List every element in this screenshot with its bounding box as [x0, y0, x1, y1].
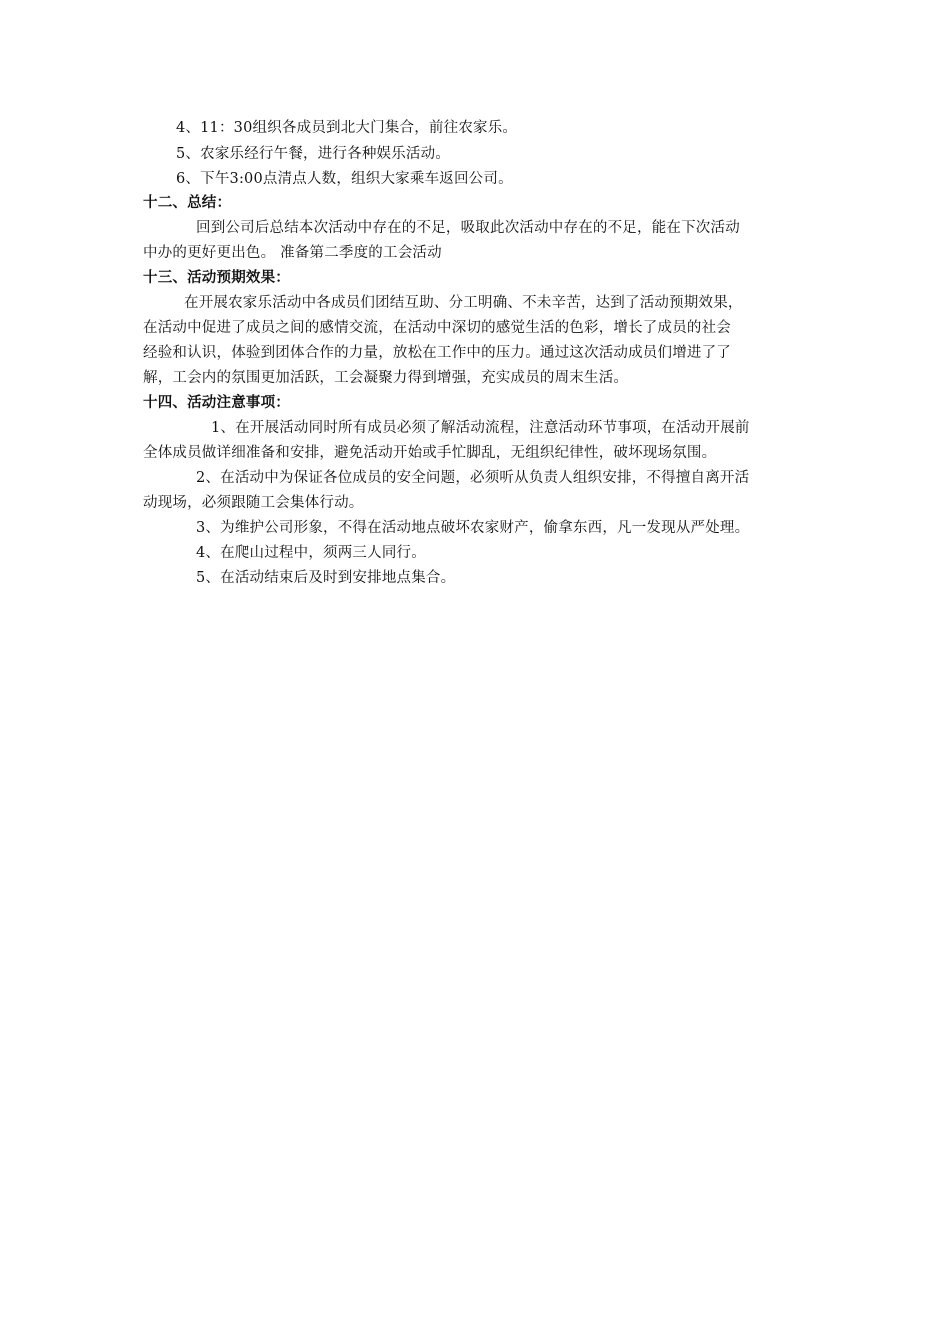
note-5: 5、在活动结束后及时到安排地点集合。 — [196, 570, 456, 586]
schedule-item-6: 6、下午3:00点清点人数，组织大家乘车返回公司。 — [176, 171, 513, 187]
effects-line-1: 在开展农家乐活动中各成员们团结互助、分工明确、不未辛苦，达到了活动预期效果， — [184, 295, 743, 311]
effects-line-3: 经验和认识，体验到团体合作的力量，放松在工作中的压力。通过这次活动成员们增进了了 — [143, 345, 731, 361]
summary-line-2: 中办的更好更出色。 准备第二季度的工会活动 — [143, 245, 442, 261]
summary-line-1: 回到公司后总结本次活动中存在的不足，吸取此次活动中存在的不足，能在下次活动 — [196, 220, 740, 236]
note-3: 3、为维护公司形象，不得在活动地点破坏农家财产，偷拿东西，凡一发现从严处理。 — [196, 520, 750, 536]
note-1-line-2: 全体成员做详细准备和安排，避免活动开始或手忙脚乱，无组织纪律性，破坏现场氛围。 — [143, 445, 717, 461]
note-2-line-2: 动现场，必须跟随工会集体行动。 — [143, 495, 364, 511]
schedule-item-4: 4、11：30组织各成员到北大门集合，前往农家乐。 — [176, 120, 518, 136]
note-2-line-1: 2、在活动中为保证各位成员的安全问题，必须听从负责人组织安排，不得擅自离开活 — [196, 470, 750, 486]
note-1-line-1: 1、在开展活动同时所有成员必须了解活动流程，注意活动环节事项，在活动开展前 — [211, 420, 750, 436]
schedule-item-5: 5、农家乐经行午餐，进行各种娱乐活动。 — [176, 146, 451, 162]
note-4: 4、在爬山过程中，须两三人同行。 — [196, 545, 426, 561]
effects-line-2: 在活动中促进了成员之间的感情交流，在活动中深切的感觉生活的色彩，增长了成员的社会 — [143, 320, 731, 336]
notes-heading: 十四、活动注意事项： — [143, 395, 290, 411]
effects-line-4: 解，工会内的氛围更加活跃，工会凝聚力得到增强，充实成员的周末生活。 — [143, 370, 629, 386]
summary-heading: 十二、总结： — [143, 195, 232, 211]
effects-heading: 十三、活动预期效果： — [143, 270, 290, 286]
